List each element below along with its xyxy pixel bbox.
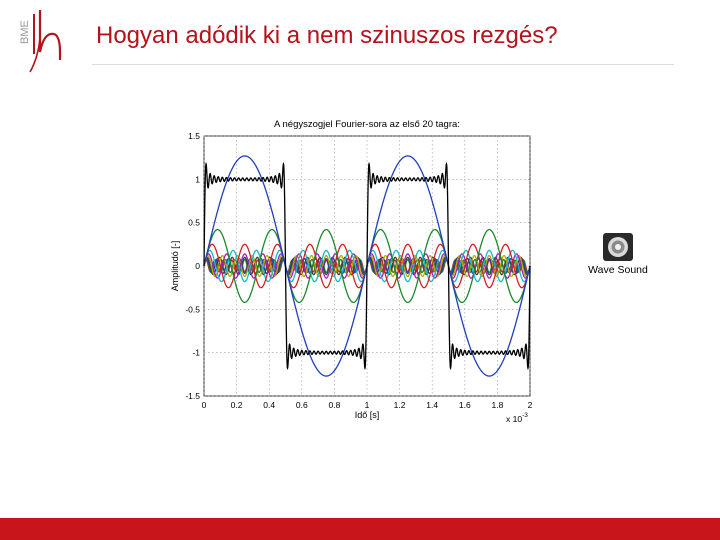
- x-multiplier: x $10^{-3}$: [506, 412, 528, 424]
- x-tick-label: 0.2: [230, 400, 243, 410]
- x-tick-label: 0.8: [328, 400, 341, 410]
- x-tick-label: 1.4: [426, 400, 439, 410]
- slide-title: Hogyan adódik ki a nem szinuszos rezgés?: [96, 22, 558, 49]
- bme-logo-text: BME: [19, 20, 31, 44]
- y-tick-label: -1: [192, 347, 200, 358]
- fourier-chart: [160, 112, 545, 428]
- y-tick-label: 1.5: [188, 131, 200, 141]
- x-tick-label: 1.8: [491, 400, 504, 410]
- wave-sound-label: Wave Sound: [588, 264, 648, 276]
- x-tick-label: 0.6: [295, 400, 308, 410]
- y-tick-label: 0: [195, 261, 200, 271]
- x-axis-label: Idő [s]: [354, 410, 380, 420]
- speaker-icon: [602, 232, 634, 262]
- y-tick-label: -0.5: [185, 304, 200, 315]
- bme-logo: [14, 8, 76, 76]
- title-divider: [92, 64, 674, 65]
- y-axis-label: Amplitudó [-]: [170, 240, 180, 292]
- y-tick-label: 0.5: [188, 217, 200, 228]
- x-tick-label: 2: [527, 400, 533, 410]
- chart-title: A négyszogjel Fourier-sora az első 20 tagra:: [274, 119, 460, 130]
- y-tick-label: -1.5: [185, 391, 200, 401]
- y-tick-label: 1: [195, 174, 200, 185]
- x-tick-label: 1: [364, 400, 370, 410]
- x-tick-label: 0: [201, 400, 207, 410]
- footer-bar: [0, 518, 720, 540]
- x-tick-label: 1.6: [458, 400, 471, 410]
- x-tick-label: 0.4: [263, 400, 276, 410]
- x-tick-label: 1.2: [393, 400, 406, 410]
- wave-sound-object[interactable]: [582, 232, 654, 282]
